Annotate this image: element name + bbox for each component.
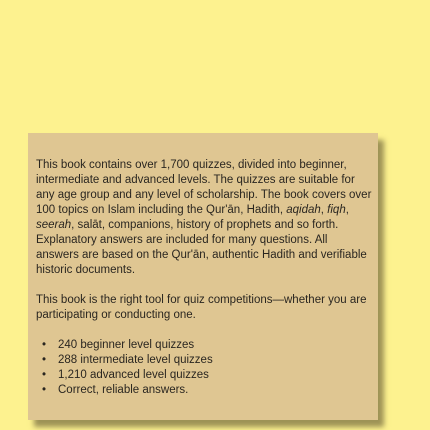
term-seerah: seerah: [36, 219, 72, 231]
list-item: • 240 beginner level quizzes: [36, 338, 372, 353]
list-item: • 288 intermediate level quizzes: [36, 353, 372, 368]
term-fiqh: fiqh: [327, 204, 346, 216]
term-aqidah: aqidah: [286, 204, 321, 216]
intro-paragraph: This book contains over 1,700 quizzes, divided into beginner, intermediate and advanced levels. The quizzes are suitable for any age group and any level of scholarship. The book covers over 100 topics on Islam including the Qur'ān, Hadith, aqidah, fiqh, seerah, salāt, companions, history of prophets and so forth. Explanatory answers are included for many questions. All answers are based on the Qur'ān, authentic Hadith and verifiable historic documents.: [36, 159, 372, 276]
feature-list: [36, 338, 372, 398]
list-item: • 1,210 advanced level quizzes: [36, 368, 372, 383]
description-panel: [28, 133, 378, 420]
list-item: • Correct, reliable answers.: [36, 383, 372, 398]
usage-paragraph: This book is the right tool for quiz competitions—whether you are participating or conducting one.: [36, 294, 367, 321]
